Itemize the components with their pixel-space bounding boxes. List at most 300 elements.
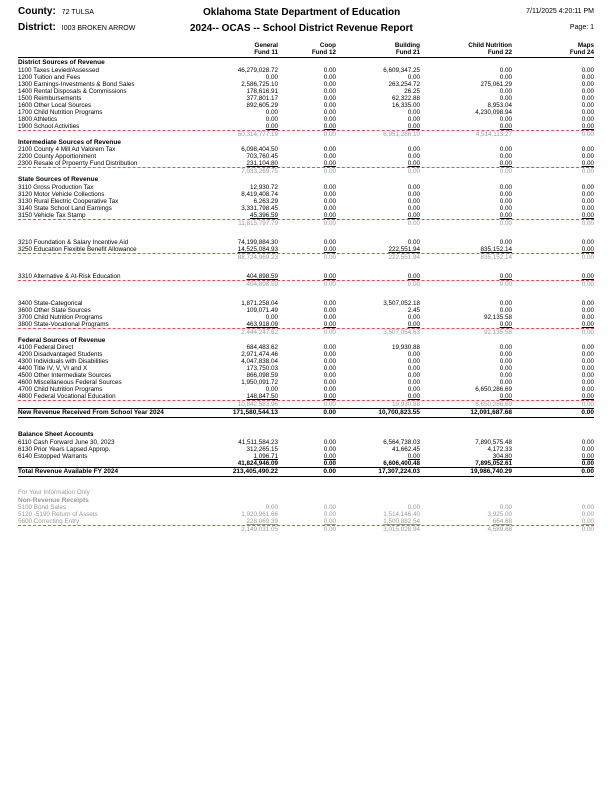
section-title: Federal Sources of Revenue xyxy=(18,336,106,344)
row-value: 2.45 xyxy=(407,306,420,314)
row-value: 0.00 xyxy=(499,358,512,365)
row-label: 1700 Child Nutrition Programs xyxy=(18,108,103,116)
row-value: 213,405,490.22 xyxy=(232,467,278,475)
row-label: 1900 School Activities xyxy=(18,122,80,130)
subtotal-value: 7,033,269.75 xyxy=(241,168,278,175)
row-value: 0.00 xyxy=(323,101,336,109)
row-label: 2100 County 4 Mill Ad Valorem Tax xyxy=(18,146,116,153)
row-value: 0.00 xyxy=(499,393,512,400)
row-value: 0.00 xyxy=(499,306,512,314)
row-label: 3600 Other State Sources xyxy=(18,306,91,314)
subtotal-row xyxy=(18,167,594,175)
row-value: 275,061.29 xyxy=(480,80,512,88)
report-body xyxy=(18,59,594,533)
row-value: 0.00 xyxy=(581,245,594,253)
line-item xyxy=(18,74,594,81)
row-value: 0.00 xyxy=(407,115,420,123)
subtotal-value: 92,135.58 xyxy=(483,328,512,336)
row-value: 0.00 xyxy=(581,351,594,358)
line-item xyxy=(18,160,594,167)
row-value: 0.00 xyxy=(323,115,336,123)
row-label: 1600 Other Local Sources xyxy=(18,101,92,109)
row-value: 0.00 xyxy=(407,379,420,386)
section-gap xyxy=(18,477,594,489)
row-value: 0.00 xyxy=(499,272,512,280)
row-label: 5120 -5190 Return of Assets xyxy=(18,511,98,518)
subtotal-value: 0.00 xyxy=(581,253,594,261)
column-header-line1: General xyxy=(254,42,278,49)
row-value: 0.00 xyxy=(499,66,512,74)
line-item xyxy=(18,88,594,95)
line-item xyxy=(18,386,594,393)
subtotal-value: 0.00 xyxy=(323,459,336,467)
subtotal-value: 0.00 xyxy=(323,168,336,175)
row-label: 3130 Rural Electric Cooperative Tax xyxy=(18,197,119,205)
row-label: 4400 Title IV, V, VI and X xyxy=(18,365,88,372)
row-value: 0.00 xyxy=(499,238,512,246)
line-item xyxy=(18,446,594,453)
line-item xyxy=(18,314,594,321)
row-value: 228,069.39 xyxy=(246,518,278,525)
column-header-line1: Maps xyxy=(577,42,594,49)
row-label: 4700 Child Nutrition Programs xyxy=(18,386,103,393)
subtotal-value: 0.00 xyxy=(581,280,594,288)
row-value: 0.00 xyxy=(407,313,420,321)
subtotal-value: 0.00 xyxy=(499,219,512,227)
row-value: 3,507,052.18 xyxy=(383,299,420,307)
row-value: 377,801.17 xyxy=(246,94,278,102)
row-value: 0.00 xyxy=(581,238,594,246)
line-item xyxy=(18,379,594,386)
row-value: 304.80 xyxy=(492,452,512,460)
county-value: 72 TULSA xyxy=(61,9,94,16)
subtotal-value: 0.00 xyxy=(323,328,336,336)
subtotal-spacer xyxy=(18,401,186,408)
subtotal-value: 0.00 xyxy=(581,401,594,408)
report-title: 2024-- OCAS -- School District Revenue Report xyxy=(190,23,413,34)
row-value: 0.00 xyxy=(407,122,420,130)
report-page xyxy=(18,6,594,533)
column-header-line2: Fund 24 xyxy=(569,49,594,56)
report-datetime: 7/11/2025 4:20:11 PM xyxy=(526,8,594,15)
row-value: 0.00 xyxy=(581,299,594,307)
total-revenue-available xyxy=(18,467,594,477)
row-value: 0.00 xyxy=(323,518,336,525)
row-value: 1,500,882.54 xyxy=(383,518,420,525)
row-value: 0.00 xyxy=(407,73,420,81)
row-value: 0.00 xyxy=(581,87,594,95)
line-item xyxy=(18,116,594,123)
row-value: 222,551.94 xyxy=(388,245,420,253)
row-label: 3400 State-Categorical xyxy=(18,299,83,307)
row-value: 4,172.33 xyxy=(487,445,512,453)
column-header-line1: Coop xyxy=(319,42,336,49)
row-value: 0.00 xyxy=(323,245,336,253)
row-value: 16,335.00 xyxy=(391,101,420,109)
row-value: 0.00 xyxy=(323,467,336,475)
subtotal-value: 3,507,054.63 xyxy=(383,328,420,336)
row-value: 0.00 xyxy=(581,94,594,102)
row-value: 41,511,584.23 xyxy=(238,438,278,446)
column-header-5 xyxy=(512,42,594,56)
row-value: 0.00 xyxy=(323,379,336,386)
subtotal-value: 4,589.68 xyxy=(487,526,512,533)
subtotal-value: 0.00 xyxy=(323,130,336,138)
subtotal-value: 404,898.59 xyxy=(246,280,278,288)
section-gap xyxy=(18,261,594,273)
row-value: 0.00 xyxy=(407,183,420,191)
row-value: 0.00 xyxy=(499,204,512,212)
row-value: 0.00 xyxy=(265,115,278,123)
row-value: 0.00 xyxy=(499,87,512,95)
row-value: 0.00 xyxy=(407,393,420,400)
line-item xyxy=(18,102,594,109)
department-name: Oklahoma State Department of Education xyxy=(203,7,401,18)
row-value: 0.00 xyxy=(265,108,278,116)
row-value: 0.00 xyxy=(407,351,420,358)
line-item xyxy=(18,321,594,328)
row-label: 1500 Reimbursements xyxy=(18,94,82,102)
row-label: 1400 Rental Disposals & Commissions xyxy=(18,87,127,95)
row-value: 0.00 xyxy=(323,272,336,280)
line-item xyxy=(18,344,594,351)
row-label: 3800 State-Vocational Programs xyxy=(18,320,109,328)
row-value: 0.00 xyxy=(323,299,336,307)
row-value: 19,930.88 xyxy=(391,344,420,351)
line-item xyxy=(18,518,594,525)
subtotal-value: 4,514,113.27 xyxy=(475,130,512,138)
row-value: 0.00 xyxy=(581,272,594,280)
line-item xyxy=(18,273,594,280)
line-item xyxy=(18,239,594,246)
row-value: 0.00 xyxy=(581,452,594,460)
row-value: 6,564,738.03 xyxy=(383,438,420,446)
row-label: 4300 Individuals with Disabilities xyxy=(18,358,109,365)
row-value: 0.00 xyxy=(407,204,420,212)
line-item xyxy=(18,372,594,379)
line-item xyxy=(18,307,594,314)
row-value: 0.00 xyxy=(323,320,336,328)
district-value: I003 BROKEN ARROW xyxy=(61,25,136,32)
column-header-line2: Fund 22 xyxy=(487,49,512,56)
row-value: 0.00 xyxy=(581,438,594,446)
row-value: 463,918.09 xyxy=(246,320,278,328)
subtotal-value: 7,895,052.61 xyxy=(475,459,512,467)
subtotal-spacer xyxy=(18,460,186,467)
row-value: 0.00 xyxy=(323,146,336,153)
row-value: 0.00 xyxy=(499,379,512,386)
row-value: 3,925.00 xyxy=(487,511,512,518)
line-item xyxy=(18,153,594,160)
row-value: 0.00 xyxy=(499,344,512,351)
row-value: 6,609,347.25 xyxy=(383,66,420,74)
row-value: 45,396.59 xyxy=(249,211,278,219)
row-value: 0.00 xyxy=(407,146,420,153)
row-value: 3,331,798.45 xyxy=(241,204,278,212)
row-value: 404,898.59 xyxy=(246,272,278,280)
row-value: 0.00 xyxy=(323,511,336,518)
row-value: 171,580,544.13 xyxy=(232,409,278,416)
row-value: 0.00 xyxy=(323,204,336,212)
row-value: 0.00 xyxy=(581,365,594,372)
row-value: 1,920,961.66 xyxy=(241,511,278,518)
row-value: 0.00 xyxy=(499,320,512,328)
row-value: 0.00 xyxy=(499,190,512,198)
row-value: 0.00 xyxy=(323,238,336,246)
row-value: 0.00 xyxy=(581,122,594,130)
subtotal-spacer xyxy=(18,526,186,533)
district-label: District: xyxy=(18,22,56,33)
row-value: 0.00 xyxy=(499,153,512,160)
row-value: 0.00 xyxy=(581,197,594,205)
row-value: 0.00 xyxy=(581,306,594,314)
subtotal-value: 0.00 xyxy=(323,401,336,408)
line-item xyxy=(18,205,594,212)
row-value: 0.00 xyxy=(581,386,594,393)
row-value: 1,950,091.72 xyxy=(241,379,278,386)
row-value: 12,091,687.68 xyxy=(470,409,512,416)
row-value: 0.00 xyxy=(407,153,420,160)
row-value: 148,847.50 xyxy=(246,393,278,400)
row-value: 0.00 xyxy=(323,183,336,191)
subtotal-value: 0.00 xyxy=(407,280,420,288)
subtotal-value: 88,724,969.23 xyxy=(237,253,278,261)
subtotal-value: 835,152.14 xyxy=(480,253,512,261)
row-label: New Revenue Received From School Year 2024 xyxy=(18,409,164,416)
row-label: 3150 Vehicle Tax Stamp xyxy=(18,211,86,219)
row-value: 0.00 xyxy=(323,306,336,314)
row-value: 0.00 xyxy=(323,66,336,74)
row-value: 0.00 xyxy=(265,122,278,130)
row-value: 0.00 xyxy=(407,272,420,280)
county-line xyxy=(18,6,94,17)
row-value: 2,586,725.10 xyxy=(241,80,278,88)
row-value: 0.00 xyxy=(581,504,594,511)
row-value: 0.00 xyxy=(581,80,594,88)
row-value: 0.00 xyxy=(407,320,420,328)
district-line xyxy=(18,22,135,33)
line-item xyxy=(18,246,594,253)
subtotal-value: 0.00 xyxy=(581,459,594,467)
row-value: 0.00 xyxy=(581,153,594,160)
subtotal-row xyxy=(18,400,594,408)
row-value: 0.00 xyxy=(581,393,594,400)
row-value: 664.68 xyxy=(492,518,512,525)
row-value: 14,525,084.93 xyxy=(237,245,278,253)
row-value: 7,890,575.48 xyxy=(475,438,512,446)
row-value: 0.00 xyxy=(581,409,594,416)
row-value: 0.00 xyxy=(581,344,594,351)
row-value: 0.00 xyxy=(407,211,420,219)
subtotal-row xyxy=(18,130,594,138)
row-value: 0.00 xyxy=(499,160,512,167)
row-value: 0.00 xyxy=(407,358,420,365)
row-label: 5100 Bond Sales xyxy=(18,504,66,511)
county-label: County: xyxy=(18,6,56,17)
row-value: 0.00 xyxy=(407,238,420,246)
line-item xyxy=(18,393,594,400)
row-label: 4500 Other Intermediate Sources xyxy=(18,372,112,379)
section-title: Non-Revenue Receipts xyxy=(18,496,89,504)
subtotal-value: 0.00 xyxy=(323,219,336,227)
row-label: 1300 Earnings-Investments & Bond Sales xyxy=(18,80,135,88)
subtotal-value: 0.00 xyxy=(581,526,594,533)
row-value: 0.00 xyxy=(323,393,336,400)
subtotal-value: 0.00 xyxy=(407,219,420,227)
row-value: 0.00 xyxy=(499,299,512,307)
row-value: 0.00 xyxy=(581,190,594,198)
row-value: 0.00 xyxy=(407,365,420,372)
row-value: 19,986,740.29 xyxy=(470,467,512,475)
row-value: 0.00 xyxy=(499,73,512,81)
row-value: 92,135.58 xyxy=(483,313,512,321)
row-value: 26.25 xyxy=(404,87,420,95)
row-value: 0.00 xyxy=(323,504,336,511)
row-value: 4,230,098.94 xyxy=(475,108,512,116)
column-header-2 xyxy=(278,42,336,56)
line-item xyxy=(18,351,594,358)
line-item xyxy=(18,146,594,153)
row-value: 0.00 xyxy=(581,445,594,453)
row-value: 0.00 xyxy=(581,160,594,167)
row-value: 0.00 xyxy=(265,73,278,81)
row-label: 6140 Estopped Warrants xyxy=(18,452,88,460)
row-label: 4100 Federal Direct xyxy=(18,344,74,351)
subtotal-value: 6,606,400.48 xyxy=(383,459,420,467)
row-value: 1,871,258.04 xyxy=(241,299,278,307)
line-item xyxy=(18,81,594,88)
row-value: 0.00 xyxy=(581,511,594,518)
row-value: 0.00 xyxy=(323,386,336,393)
row-value: 2,971,474.46 xyxy=(241,351,278,358)
row-value: 0.00 xyxy=(323,108,336,116)
row-value: 835,152.14 xyxy=(480,245,512,253)
row-value: 0.00 xyxy=(581,211,594,219)
section-title: Intermediate Sources of Revenue xyxy=(18,138,121,146)
row-label: 3310 Alternative & At-Risk Education xyxy=(18,272,121,280)
row-value: 0.00 xyxy=(581,108,594,116)
row-value: 6,650,286.69 xyxy=(475,386,512,393)
row-value: 0.00 xyxy=(499,183,512,191)
row-value: 178,616.91 xyxy=(246,87,278,95)
row-label: 3140 State School Land Earnings xyxy=(18,204,112,212)
line-item xyxy=(18,95,594,102)
row-value: 0.00 xyxy=(323,358,336,365)
section-title: District Sources of Revenue xyxy=(18,59,105,66)
row-value: 0.00 xyxy=(407,108,420,116)
row-value: 263,254.72 xyxy=(388,80,420,88)
subtotal-value: 41,824,946.09 xyxy=(237,459,278,467)
row-label: 2300 Resale of Prpoerrty Fund Distribution xyxy=(18,160,138,167)
row-value: 0.00 xyxy=(581,66,594,74)
row-value: 12,930.72 xyxy=(249,183,278,191)
row-value: 0.00 xyxy=(581,379,594,386)
subtotal-value: 11,815,797.79 xyxy=(238,219,278,227)
row-label: 6110 Cash Forward June 30, 2023 xyxy=(18,438,115,446)
row-value: 0.00 xyxy=(407,372,420,379)
subtotal-value: 6,650,286.69 xyxy=(475,401,512,408)
balance-sheet xyxy=(18,431,594,467)
section-title: State Sources of Revenue xyxy=(18,176,99,183)
section-gap xyxy=(18,288,594,300)
row-value: 0.00 xyxy=(499,115,512,123)
info-note: For Your Information Only xyxy=(18,488,90,496)
row-value: 8,953.04 xyxy=(487,101,512,109)
column-header-3 xyxy=(336,42,420,56)
row-value: 0.00 xyxy=(407,452,420,460)
row-value: 8,419,408.74 xyxy=(241,190,278,198)
subtotal-value: 0.00 xyxy=(581,328,594,336)
subtotal-value: 2,444,247.62 xyxy=(241,328,278,336)
line-item xyxy=(18,198,594,205)
column-headers xyxy=(18,42,594,58)
row-value: 1,514,146.40 xyxy=(383,511,420,518)
row-value: 0.00 xyxy=(499,365,512,372)
column-header-line1: Child Nutrition xyxy=(468,42,512,49)
row-value: 10,700,823.55 xyxy=(378,409,420,416)
subtotal-value: 0.00 xyxy=(323,280,336,288)
row-label: 4600 Miscellaneous Federal Sources xyxy=(18,379,122,386)
row-label: 3120 Motor Vehicle Collections xyxy=(18,190,105,198)
row-value: 173,750.03 xyxy=(246,365,278,372)
line-item xyxy=(18,439,594,446)
row-value: 0.00 xyxy=(499,197,512,205)
row-label: 6130 Prior Years Lapsed Approp. xyxy=(18,445,111,453)
subtotal-value: 0.00 xyxy=(581,130,594,138)
subtotal-value: 0.00 xyxy=(407,168,420,175)
row-label: 3210 Foundation & Salary Incentive Aid xyxy=(18,238,129,246)
column-header-line2: Fund 11 xyxy=(254,49,278,56)
row-value: 0.00 xyxy=(581,467,594,475)
subtotal-value: 2,149,031.05 xyxy=(241,526,278,533)
line-item xyxy=(18,300,594,307)
label-column-header xyxy=(18,42,186,56)
column-header-4 xyxy=(420,42,512,56)
section-gap xyxy=(18,227,594,239)
row-value: 41,662.45 xyxy=(391,445,420,453)
row-value: 0.00 xyxy=(581,73,594,81)
row-value: 0.00 xyxy=(323,452,336,460)
subtotal-value: 0.00 xyxy=(499,280,512,288)
line-item xyxy=(18,511,594,518)
subtotal-row xyxy=(18,253,594,261)
row-value: 0.00 xyxy=(581,313,594,321)
row-value: 0.00 xyxy=(499,351,512,358)
subtotal-value: 222,551.94 xyxy=(388,253,420,261)
row-value: 0.00 xyxy=(323,73,336,81)
column-header-line2: Fund 21 xyxy=(395,49,420,56)
line-item xyxy=(18,67,594,74)
row-value: 0.00 xyxy=(265,386,278,393)
row-value: 0.00 xyxy=(323,211,336,219)
row-value: 0.00 xyxy=(323,197,336,205)
subtotal-value: 0.00 xyxy=(323,253,336,261)
subtotal-value: 6,951,286.10 xyxy=(383,130,420,138)
row-value: 0.00 xyxy=(581,101,594,109)
row-value: 0.00 xyxy=(581,204,594,212)
line-item xyxy=(18,453,594,460)
row-value: 74,199,884.30 xyxy=(237,238,278,246)
row-value: 0.00 xyxy=(323,80,336,88)
line-item xyxy=(18,191,594,198)
row-value: 0.00 xyxy=(407,190,420,198)
subtotal-spacer xyxy=(18,131,186,138)
row-value: 0.00 xyxy=(581,320,594,328)
row-value: 0.00 xyxy=(323,190,336,198)
subtotal-spacer xyxy=(18,281,186,288)
row-value: 0.00 xyxy=(323,351,336,358)
row-value: 0.00 xyxy=(323,153,336,160)
